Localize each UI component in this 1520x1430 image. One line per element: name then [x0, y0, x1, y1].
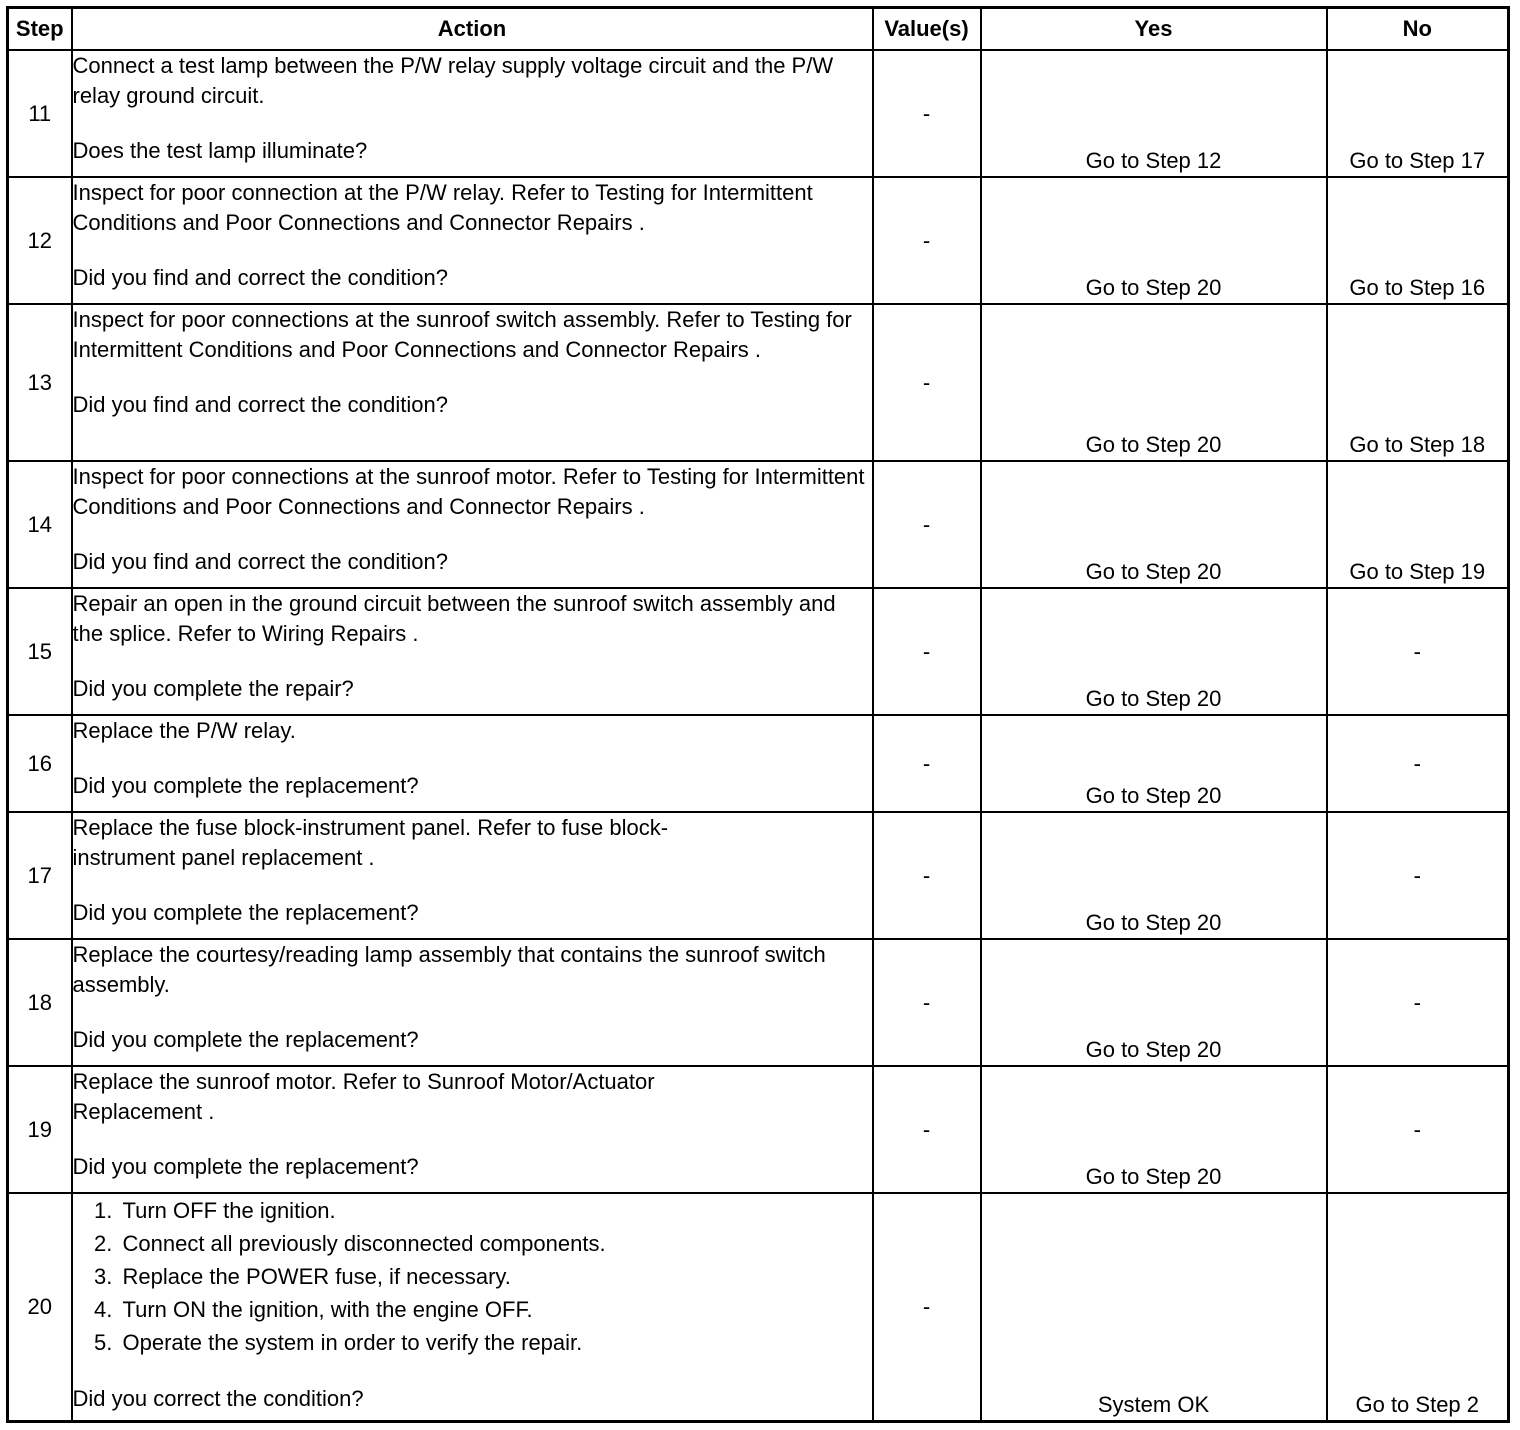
action-cell: [72, 50, 873, 177]
step-number: 17: [8, 812, 72, 939]
header-step: Step: [8, 8, 72, 51]
table-row: [8, 1066, 1509, 1193]
no-outcome: Go to Step 17: [1327, 50, 1509, 177]
action-question: Did you complete the repair?: [72, 676, 354, 701]
header-action: Action: [72, 8, 873, 51]
step-number: 19: [8, 1066, 72, 1193]
yes-outcome: System OK: [981, 1193, 1327, 1421]
table-row: [8, 50, 1509, 177]
no-outcome: -: [1327, 1066, 1509, 1193]
table-row: [8, 177, 1509, 304]
value-cell: -: [873, 939, 981, 1066]
yes-outcome: Go to Step 20: [981, 588, 1327, 715]
action-question: Did you correct the condition?: [72, 1386, 364, 1411]
step-number: 18: [8, 939, 72, 1066]
substep-item: 1. Turn OFF the ignition.: [119, 1194, 872, 1227]
value-cell: -: [873, 304, 981, 461]
action-question: Did you complete the replacement?: [72, 1027, 419, 1052]
action-cell: [72, 1193, 873, 1421]
no-outcome: Go to Step 16: [1327, 177, 1509, 304]
substep-item: 2. Connect all previously disconnected components.: [119, 1227, 872, 1260]
yes-outcome: Go to Step 20: [981, 812, 1327, 939]
table-row: [8, 461, 1509, 588]
action-question: Does the test lamp illuminate?: [72, 138, 368, 163]
action-question: Did you complete the replacement?: [72, 900, 419, 925]
value-cell: -: [873, 1066, 981, 1193]
yes-outcome: Go to Step 20: [981, 939, 1327, 1066]
step-number: 12: [8, 177, 72, 304]
table-row: [8, 304, 1509, 461]
action-instruction: Inspect for poor connection at the P/W relay. Refer to Testing for Intermittent Conditions and Poor Connections and Connector Repairs .: [72, 180, 813, 235]
no-outcome: Go to Step 18: [1327, 304, 1509, 461]
action-instruction: Repair an open in the ground circuit between the sunroof switch assembly and the splice. Refer to Wiring Repairs .: [72, 591, 836, 646]
no-outcome: Go to Step 19: [1327, 461, 1509, 588]
table-row: [8, 588, 1509, 715]
substep-item: 3. Replace the POWER fuse, if necessary.: [119, 1260, 872, 1293]
yes-outcome: Go to Step 12: [981, 50, 1327, 177]
header-values: Value(s): [873, 8, 981, 51]
action-cell: [72, 588, 873, 715]
action-question: Did you find and correct the condition?: [72, 392, 448, 417]
value-cell: -: [873, 1193, 981, 1421]
yes-outcome: Go to Step 20: [981, 1066, 1327, 1193]
yes-outcome: Go to Step 20: [981, 304, 1327, 461]
value-cell: -: [873, 812, 981, 939]
yes-outcome: Go to Step 20: [981, 461, 1327, 588]
action-instruction: Replace the courtesy/reading lamp assembly that contains the sunroof switch assembly.: [72, 942, 826, 997]
action-instruction: Replace the fuse block-instrument panel. Refer to fuse block-instrument panel replacement .: [72, 815, 669, 870]
no-outcome: -: [1327, 812, 1509, 939]
action-instruction: Replace the sunroof motor. Refer to Sunroof Motor/Actuator Replacement .: [72, 1069, 655, 1124]
value-cell: -: [873, 715, 981, 812]
no-outcome: -: [1327, 588, 1509, 715]
table-row: [8, 812, 1509, 939]
header-yes: Yes: [981, 8, 1327, 51]
table-row: [8, 715, 1509, 812]
step-number: 20: [8, 1193, 72, 1421]
yes-outcome: Go to Step 20: [981, 177, 1327, 304]
value-cell: -: [873, 50, 981, 177]
action-question: Did you complete the replacement?: [72, 773, 419, 798]
action-instruction: Inspect for poor connections at the sunroof motor. Refer to Testing for Intermittent Conditions and Poor Connections and Connector Repairs .: [72, 464, 865, 519]
action-cell: [72, 304, 873, 461]
table-row: [8, 1193, 1509, 1421]
step-number: 15: [8, 588, 72, 715]
action-cell: [72, 177, 873, 304]
header-row: [8, 8, 1509, 51]
action-question: Did you find and correct the condition?: [72, 549, 448, 574]
no-outcome: Go to Step 2: [1327, 1193, 1509, 1421]
step-number: 16: [8, 715, 72, 812]
substep-item: 4. Turn ON the ignition, with the engine OFF.: [119, 1293, 872, 1326]
diagnostic-table: [6, 6, 1510, 1423]
no-outcome: -: [1327, 715, 1509, 812]
action-cell: [72, 461, 873, 588]
action-question: Did you complete the replacement?: [72, 1154, 419, 1179]
table-row: [8, 939, 1509, 1066]
step-number: 13: [8, 304, 72, 461]
step-number: 14: [8, 461, 72, 588]
value-cell: -: [873, 461, 981, 588]
substep-list: [73, 1194, 872, 1359]
action-instruction: Replace the P/W relay.: [72, 718, 296, 743]
action-cell: [72, 812, 873, 939]
action-cell: [72, 1066, 873, 1193]
action-instruction: Inspect for poor connections at the sunroof switch assembly. Refer to Testing for Intermittent Conditions and Poor Connections and Connector Repairs .: [72, 307, 852, 362]
action-cell: [72, 715, 873, 812]
substep-item: 5. Operate the system in order to verify the repair.: [119, 1326, 872, 1359]
no-outcome: -: [1327, 939, 1509, 1066]
action-question: Did you find and correct the condition?: [72, 265, 448, 290]
yes-outcome: Go to Step 20: [981, 715, 1327, 812]
action-instruction: Connect a test lamp between the P/W relay supply voltage circuit and the P/W relay ground circuit.: [72, 53, 834, 108]
action-cell: [72, 939, 873, 1066]
value-cell: -: [873, 588, 981, 715]
header-no: No: [1327, 8, 1509, 51]
step-number: 11: [8, 50, 72, 177]
value-cell: -: [873, 177, 981, 304]
